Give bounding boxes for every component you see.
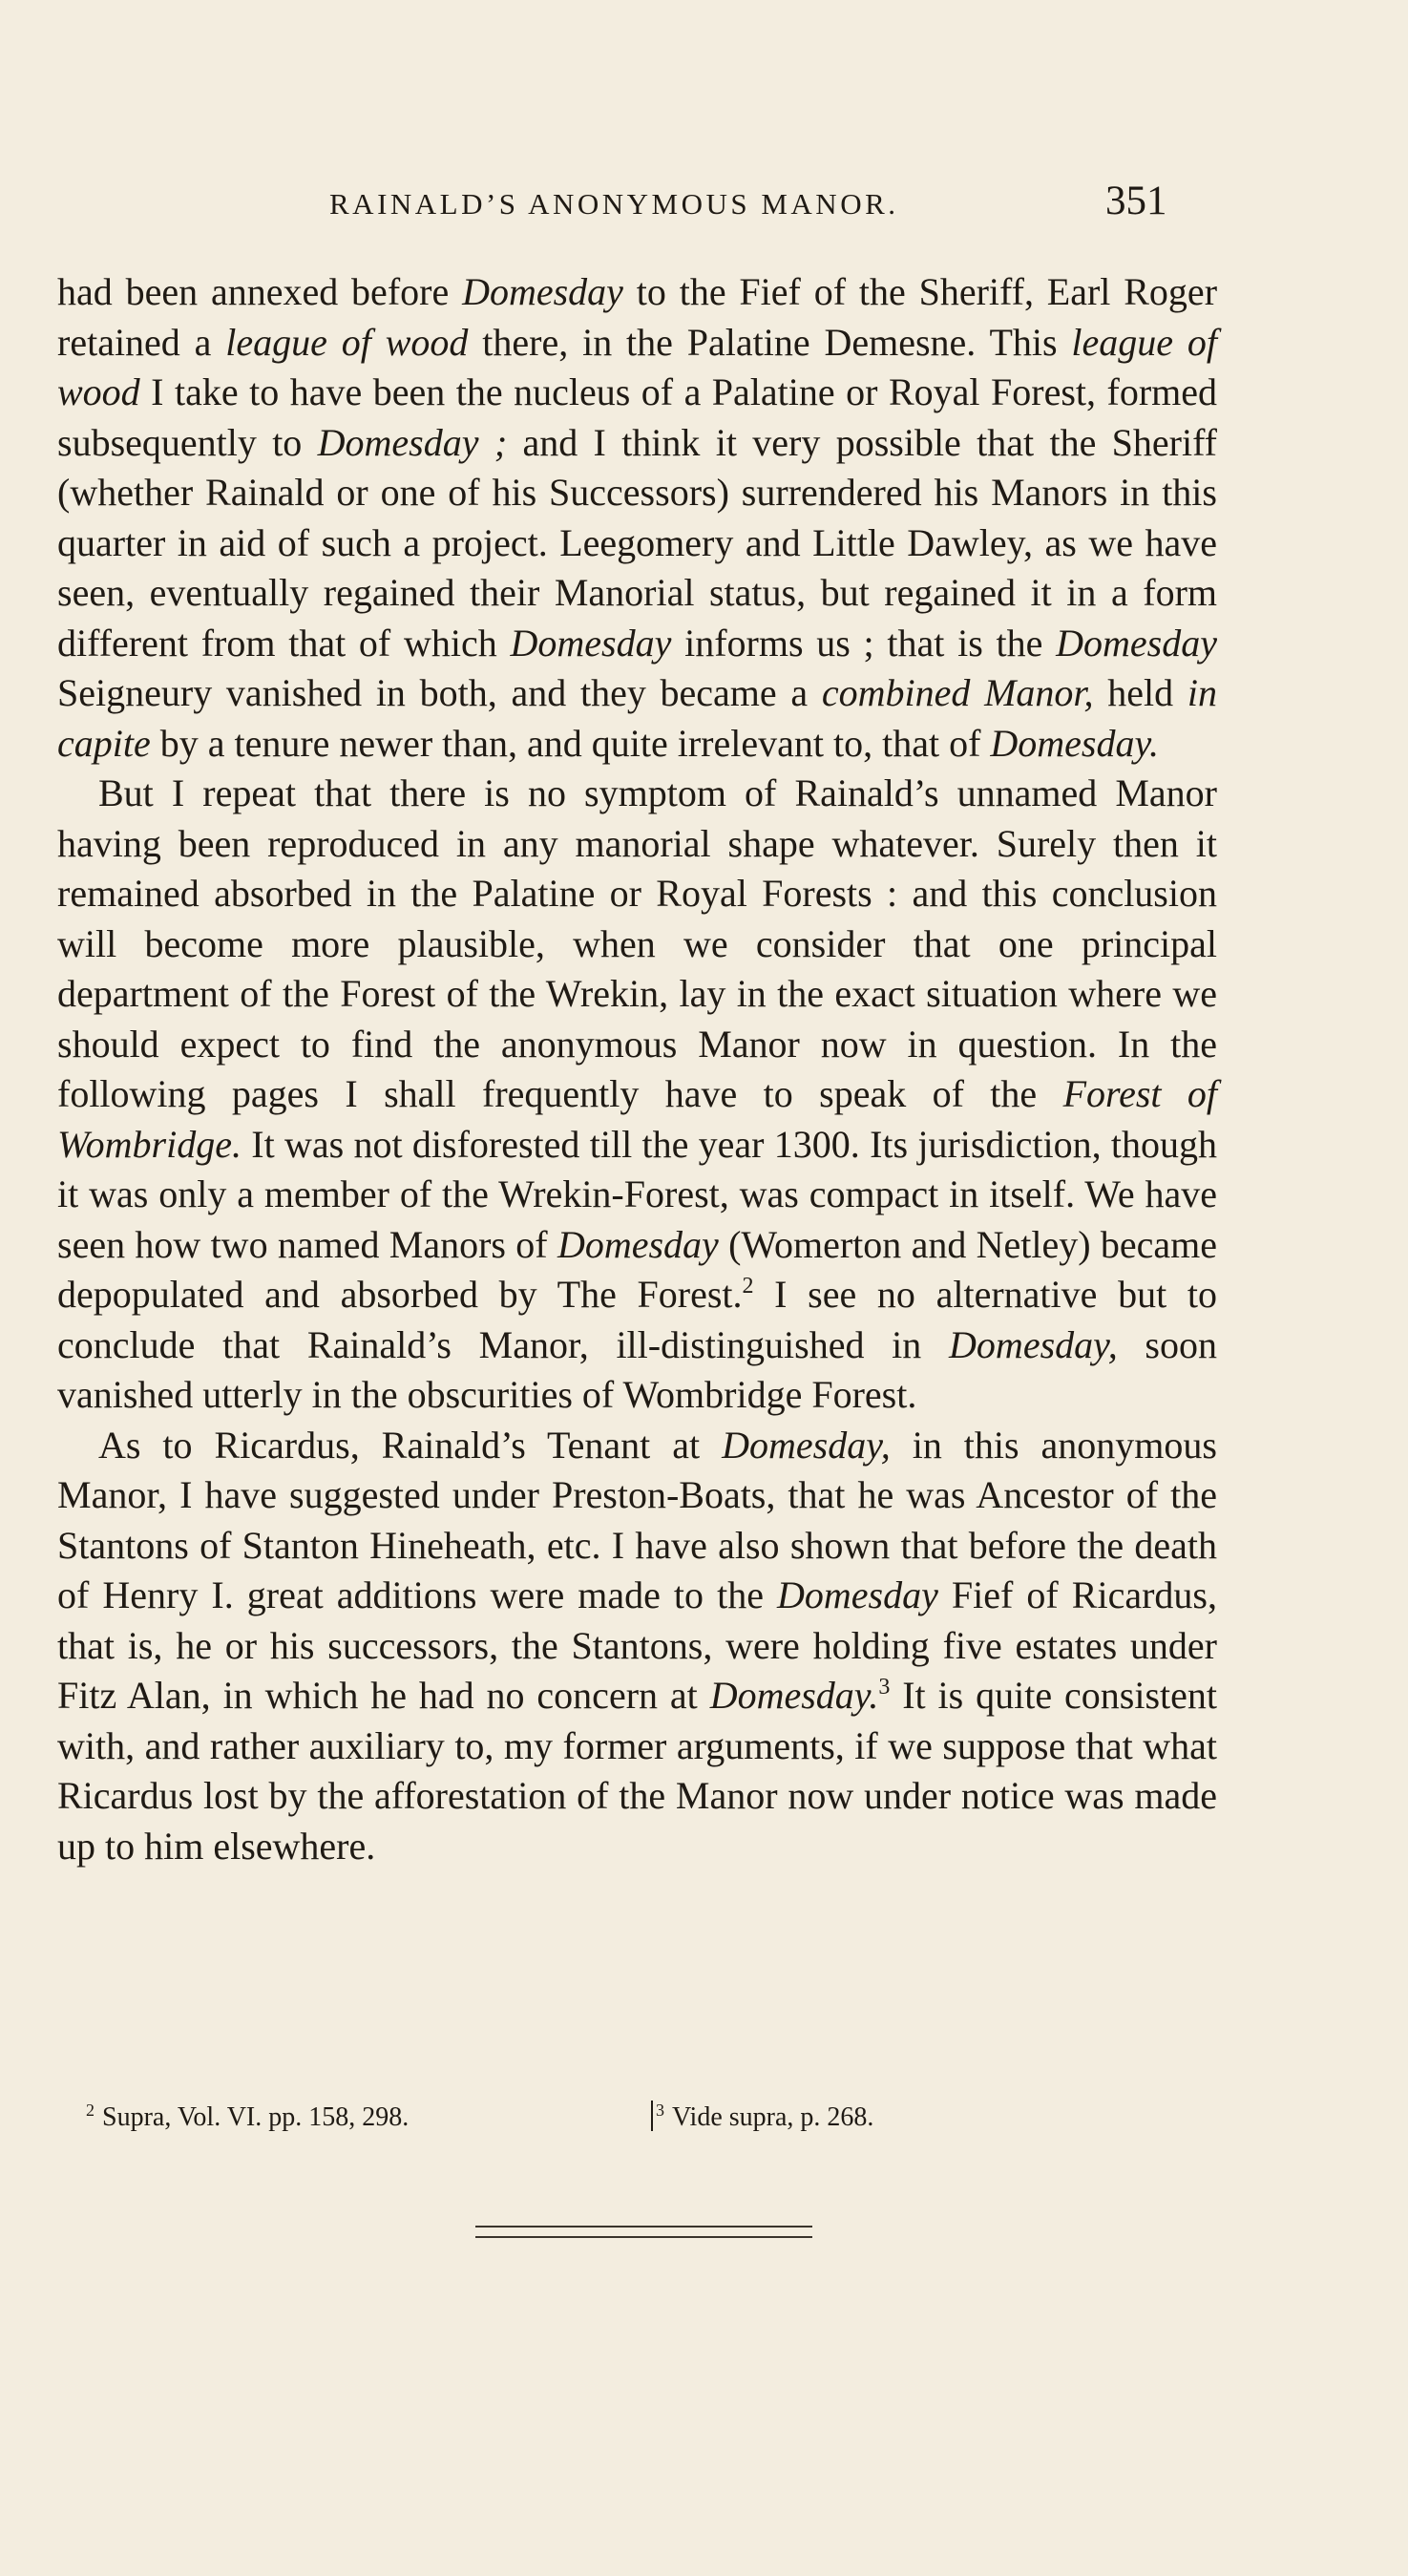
text-run: and I think it very possible that the Sheriff (whether Rainald or one of his Successors) surrendered his Manors in this quarter in aid of such a project. Leegomery and Little Dawley, as we have seen, eventually regained their Manorial status, but regained it in a form different from that of which [57,420,1217,665]
text-run: to the Fief of the Sheriff, Earl Roger retained a [57,270,1218,364]
text-run: held [1093,671,1187,714]
italic-run: Domesday [557,1222,719,1266]
text-run: by a tenure newer than, and quite irrelevant to, that of [150,721,991,765]
page-number: 351 [1105,179,1167,223]
footnote-reference: 2 [742,1274,754,1299]
italic-run: Domesday, [722,1423,891,1467]
running-head [57,178,1212,225]
text-run: Seigneury vanished in both, and they became a [57,671,822,714]
italic-run: league of wood [225,320,469,364]
footnote-3 [656,2101,873,2133]
italic-run: Forest of Wombridge. [57,1072,1218,1166]
text-run: (Womerton and Netley) became depopulated and absorbed by The Forest. [57,1222,1218,1316]
text-run: in this anonymous Manor, I have suggested under Preston-Boats, that he was Ancestor of the Stantons of Stanton Hineheath, etc. I have also shown that before the death of Henry I. great additions were made to the [57,1423,1217,1616]
italic-run: Domesday [1056,621,1218,665]
footnote-2 [86,2101,409,2133]
italic-run: Domesday [510,621,672,665]
paragraph-2 [57,769,1217,1421]
italic-run: Domesday ; [317,420,508,464]
italic-run: league of wood [57,320,1218,413]
text-run: there, in the Palatine Demesne. This [468,320,1072,364]
text-run: I see no alternative but to conclude that Rainald’s Manor, ill-distinguished in [57,1273,1217,1366]
text-run: But I repeat that there is no symptom of Rainald’s unnamed Manor having been reproduced in any manorial shape whatever. Surely then it remained absorbed in the Palatine or Royal Forests : and this conclusion will become more plausible, when we consider that one principal department of the Forest of the Wrekin, lay in the exact situation where we should expect to find the anonymous Manor now in question. In the following pages I shall frequently have to speak of the [57,771,1217,1115]
text-run: had been annexed before [57,270,463,313]
text-run: I take to have been the nucleus of a Palatine or Royal Forest, formed subsequently to [57,370,1217,464]
italic-run: Domesday. [709,1674,879,1717]
italic-run: in capite [57,671,1217,765]
italic-run: Domesday, [949,1322,1118,1366]
footnote-divider [651,2101,653,2131]
text-run: soon vanished utterly in the obscurities of Wombridge Forest. [57,1322,1217,1416]
italic-run: Domesday [777,1573,938,1616]
paragraph-1 [57,267,1217,769]
end-rule [475,2226,812,2238]
running-title: RAINALD’S ANONYMOUS MANOR. [329,187,899,221]
footnote-text: Supra, Vol. VI. pp. 158, 298. [102,2102,410,2132]
text-run: As to Ricardus, Rainald’s Tenant at [98,1423,723,1467]
footnote-marker: 3 [656,2101,664,2120]
text-run: informs us ; that is the [671,621,1057,665]
italic-run: Domesday [462,270,623,313]
footnote-marker: 2 [86,2101,95,2120]
text-run: It was not disforested till the year 1300. Its jurisdiction, though it was only a member of the Wrekin-Forest, was compact in itself. We have seen how two named Manors of [57,1122,1217,1266]
italic-run: combined Manor, [821,671,1094,714]
footnote-text: Vide supra, p. 268. [672,2102,874,2132]
text-run: Fief of Ricardus, that is, he or his successors, the Stantons, were holding five estates under Fitz Alan, in which he had no concern at [57,1573,1217,1717]
footnote-reference: 3 [878,1675,891,1700]
italic-run: Domesday. [990,721,1160,765]
footnotes [86,2101,1136,2139]
paragraph-3 [57,1421,1217,1872]
text-run: It is quite consistent with, and rather auxiliary to, my former arguments, if we suppose that what Ricardus lost by the afforestation of the Manor now under notice was made up to him elsewhere. [57,1674,1217,1868]
body-text [57,267,1217,1871]
